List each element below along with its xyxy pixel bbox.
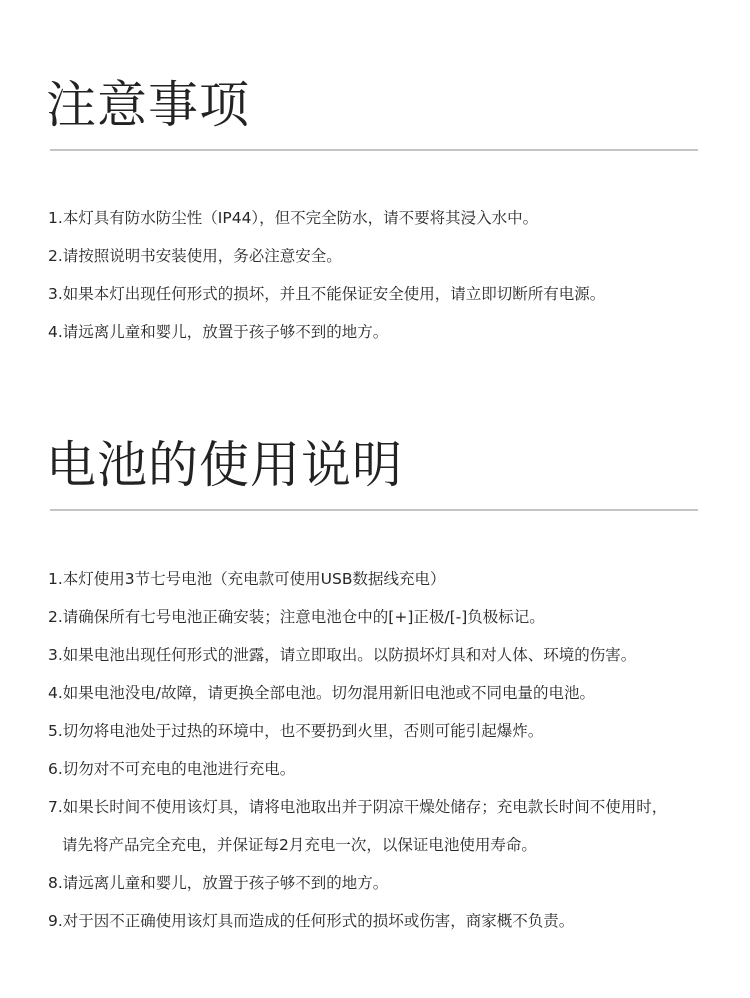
- battery-item-1: 1.本灯使用3节七号电池（充电款可使用USB数据线充电）: [48, 570, 446, 588]
- battery-item-4: 4.如果电池没电/故障，请更换全部电池。切勿混用新旧电池或不同电量的电池。: [48, 684, 596, 702]
- precautions-item-2: 2.请按照说明书安装使用，务必注意安全。: [48, 247, 342, 265]
- battery-item-3: 3.如果电池出现任何形式的泄露，请立即取出。以防损坏灯具和对人体、环境的伤害。: [48, 646, 637, 664]
- battery-item-5: 5.切勿将电池处于过热的环境中，也不要扔到火里，否则可能引起爆炸。: [48, 722, 544, 740]
- battery-item-7-continued: 请先将产品完全充电，并保证每2月充电一次，以保证电池使用寿命。: [62, 836, 537, 854]
- battery-item-2: 2.请确保所有七号电池正确安装；注意电池仓中的[+]正极/[-]负极标记。: [48, 608, 545, 626]
- precautions-list: [48, 199, 605, 351]
- precautions-divider: [50, 149, 698, 151]
- battery-item-6: 6.切勿对不可充电的电池进行充电。: [48, 760, 296, 778]
- battery-item-9: 9.对于因不正确使用该灯具而造成的任何形式的损坏或伤害，商家概不负责。: [48, 912, 575, 930]
- battery-item-7: 7.如果长时间不使用该灯具，请将电池取出并于阴凉干燥处储存；充电款长时间不使用时，: [48, 798, 668, 816]
- precautions-title: 注意事项: [46, 76, 250, 134]
- battery-item-8: 8.请远离儿童和婴儿，放置于孩子够不到的地方。: [48, 874, 389, 892]
- battery-list: [48, 560, 667, 940]
- precautions-section: [0, 0, 750, 360]
- battery-section: [0, 380, 750, 980]
- battery-title: 电池的使用说明: [46, 436, 403, 494]
- precautions-item-3: 3.如果本灯出现任何形式的损坏，并且不能保证安全使用，请立即切断所有电源。: [48, 285, 606, 303]
- battery-divider: [50, 509, 698, 511]
- precautions-item-1: 1.本灯具有防水防尘性（IP44），但不完全防水，请不要将其浸入水中。: [48, 209, 539, 227]
- precautions-item-4: 4.请远离儿童和婴儿，放置于孩子够不到的地方。: [48, 323, 389, 341]
